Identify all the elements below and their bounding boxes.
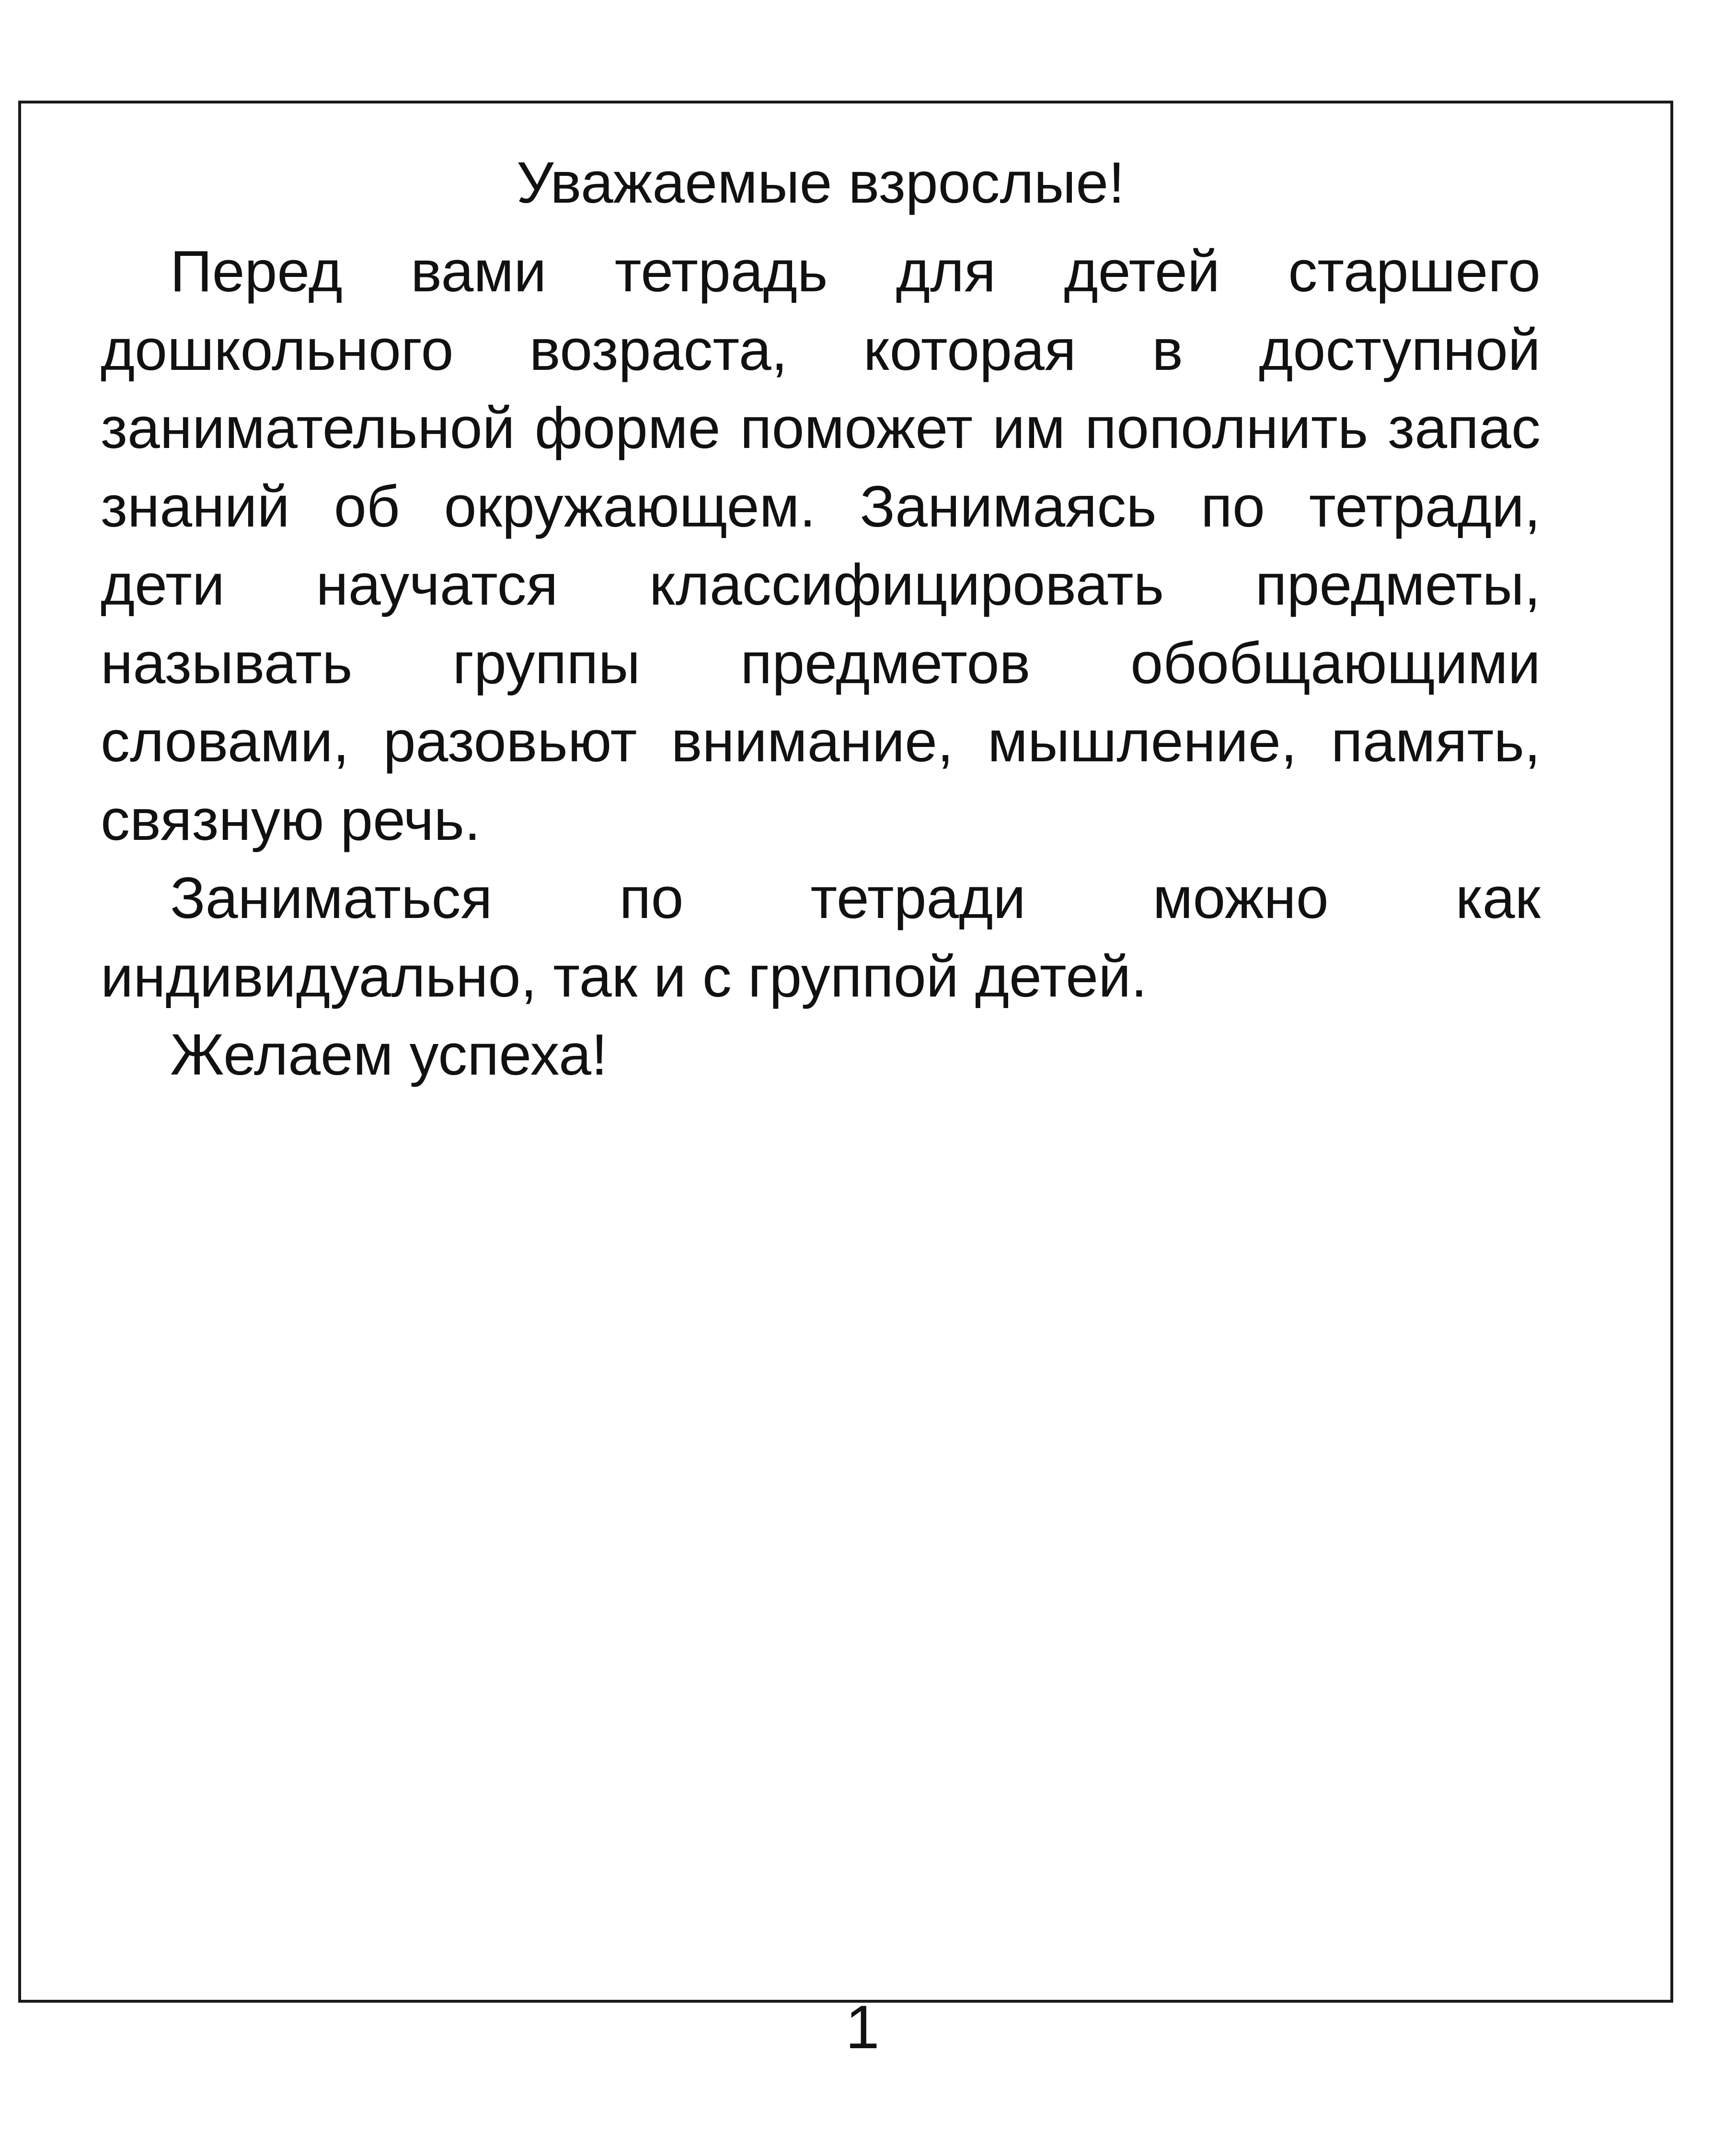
closing-wish: Желаем успеха! xyxy=(170,1022,608,1088)
document-body xyxy=(101,144,1541,1094)
paragraph-intro: Перед вами тетрадь для детей старшего дошкольного возраста, которая в доступной занимательной форме поможет им пополнить запас знаний об окружающем. Занимаясь по тетради, дети научатся классифицировать предметы, называть группы предметов обобщающими словами, разовьют внимание, мышление, память, связную речь. xyxy=(101,239,1541,852)
page-number: 1 xyxy=(845,1993,880,2062)
greeting-heading: Уважаемые взрослые! xyxy=(516,150,1125,215)
paragraph-usage: Заниматься по тетради можно как индивидуально, так и с группой детей. xyxy=(101,865,1541,1009)
